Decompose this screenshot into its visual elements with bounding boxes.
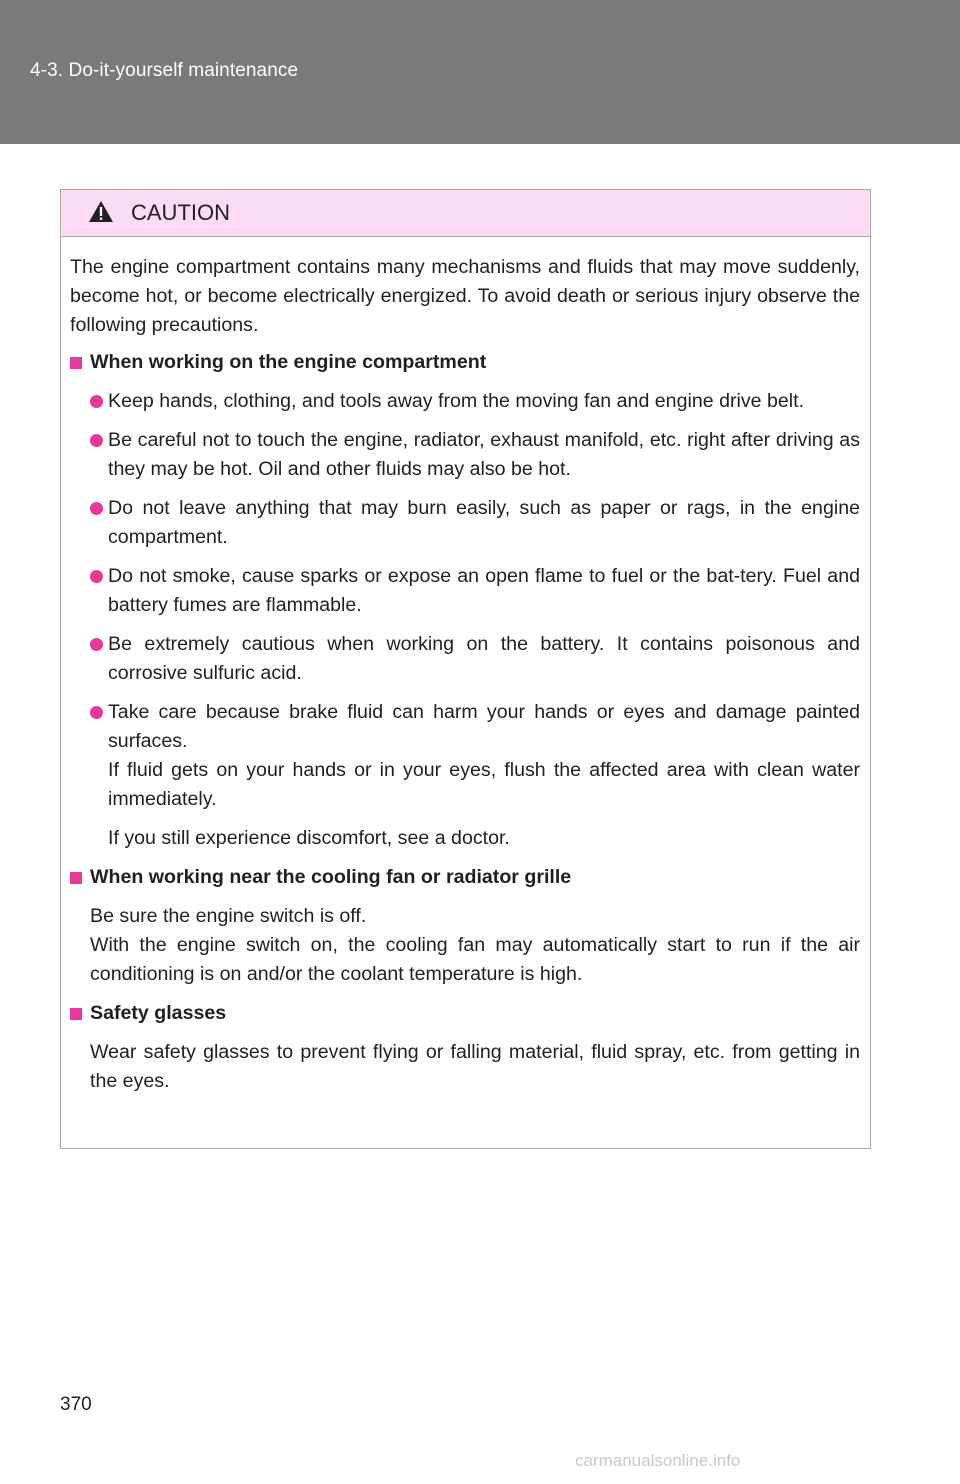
section-heading-cooling-fan (70, 863, 860, 892)
caution-body (61, 237, 870, 1096)
section-title: 4-3. Do-it-yourself maintenance (30, 60, 299, 81)
round-bullet-icon (90, 502, 103, 515)
caution-box (60, 189, 871, 1149)
watermark: carmanualsonline.info (575, 1451, 741, 1470)
list-item: Do not smoke, cause sparks or expose an open flame to fuel or the bat-tery. Fuel and battery fumes are flammable. (70, 562, 860, 620)
paragraph: Be sure the engine switch is off. (90, 905, 367, 927)
caution-title: CAUTION (131, 200, 230, 225)
list-item: Be careful not to touch the engine, radiator, exhaust manifold, etc. right after driving as they may be hot. Oil and other fluids may also be hot. (70, 426, 860, 484)
page-header (0, 0, 960, 144)
list-item: Do not leave anything that may burn easily, such as paper or rags, in the engine compartment. (70, 494, 860, 552)
round-bullet-icon (90, 638, 103, 651)
section-heading-text: Safety glasses (90, 1002, 227, 1024)
square-bullet-icon (70, 872, 82, 884)
square-bullet-icon (70, 357, 82, 369)
list-item: Be extremely cautious when working on the battery. It contains poisonous and corrosive sulfuric acid. (70, 630, 860, 688)
section-heading-text: When working on the engine compartment (90, 351, 487, 373)
section-heading-safety-glasses (70, 999, 860, 1028)
round-bullet-icon (90, 395, 103, 408)
page-number: 370 (60, 1394, 92, 1415)
round-bullet-icon (90, 434, 103, 447)
section-heading-text: When working near the cooling fan or radiator grille (90, 866, 572, 888)
list-item-continuation: If fluid gets on your hands or in your eyes, flush the affected area with clean water immediately. (108, 759, 860, 810)
round-bullet-icon (90, 570, 103, 583)
paragraph: Wear safety glasses to prevent flying or falling material, fluid spray, etc. from getting in the eyes. (90, 1041, 860, 1092)
square-bullet-icon (70, 1008, 82, 1020)
list-item-continuation: If you still experience discomfort, see a doctor. (108, 827, 510, 849)
round-bullet-icon (90, 706, 103, 719)
caution-header (61, 190, 870, 237)
section-heading-engine-compartment (70, 348, 860, 377)
caution-intro: The engine compartment contains many mechanisms and fluids that may move suddenly, become hot, or become electrically energized. To avoid death or serious injury observe the following precautions. (70, 256, 860, 336)
list-item: Take care because brake fluid can harm your hands or eyes and damage painted surfaces. (70, 698, 860, 756)
paragraph: With the engine switch on, the cooling fan may automatically start to run if the air conditioning is on and/or the coolant temperature is high. (90, 934, 860, 985)
warning-triangle-icon (88, 200, 114, 223)
list-item: Keep hands, clothing, and tools away from the moving fan and engine drive belt. (70, 387, 860, 416)
